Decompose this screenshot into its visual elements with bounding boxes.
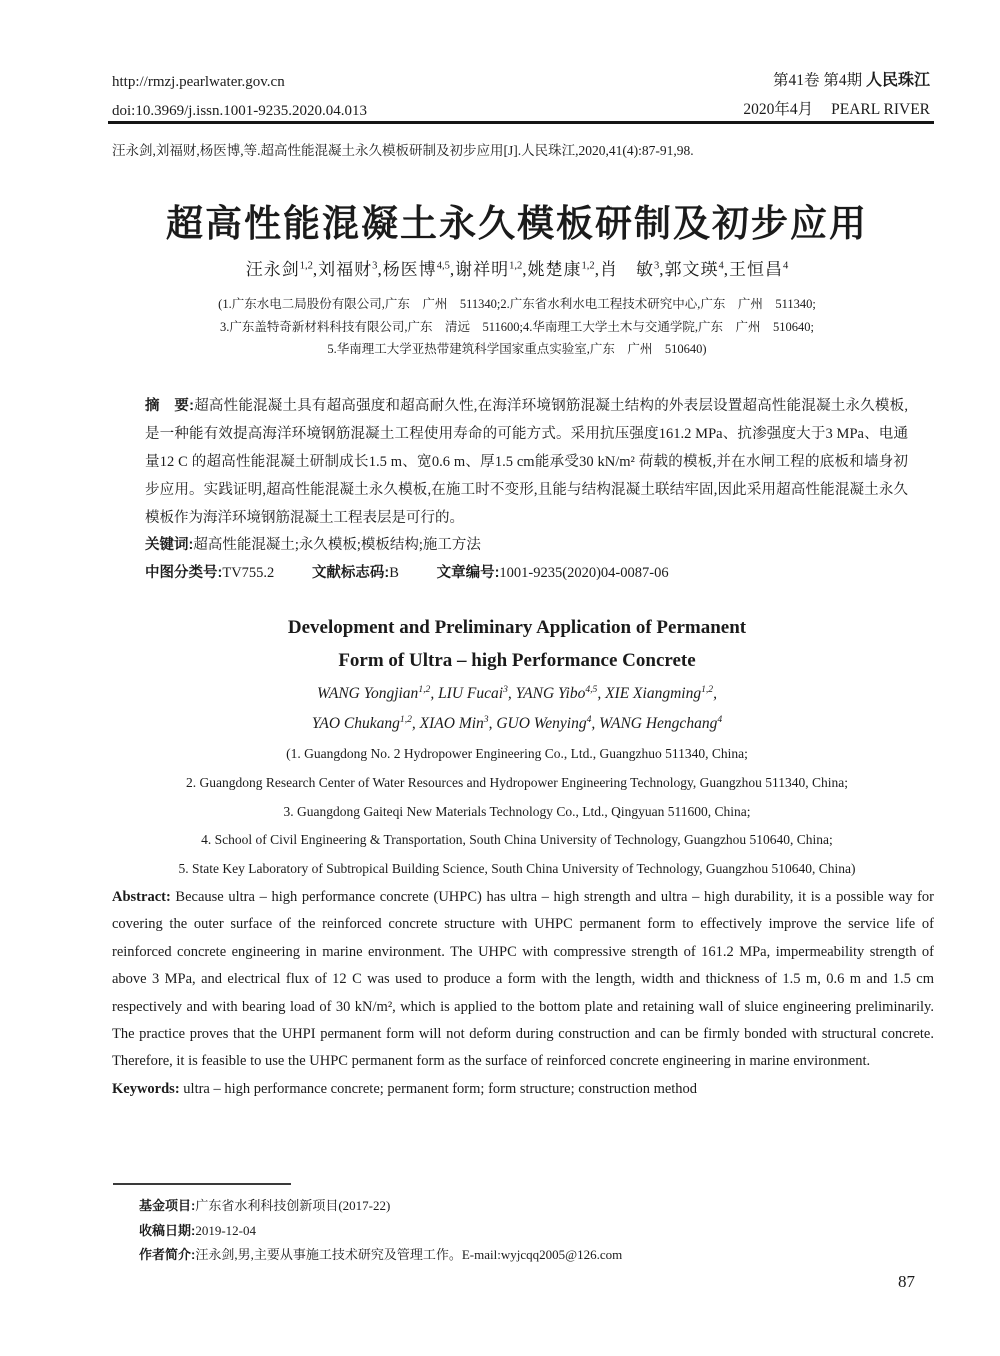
volume-issue: 第41卷 第4期 <box>772 72 866 89</box>
header-rule <box>108 121 934 124</box>
affiliations-en <box>34 740 1000 884</box>
article-doi: doi:10.3969/j.issn.1001-9235.2020.04.013 <box>112 103 368 119</box>
journal-name-en: PEARL RIVER <box>831 101 930 118</box>
funding-note: 基金项目:广东省水利科技创新项目(2017-22) <box>139 1198 391 1213</box>
authors-en-line2: YAO Chukang$^{1,2}$, XIAO Min$^3$, GUO Wenying$^4$, WANG Hengchang$^4$ <box>311 713 723 732</box>
article-id: 文章编号:1001-9235(2020)04-0087-06 <box>436 565 669 581</box>
abstract-cn <box>145 392 908 532</box>
keywords-en-label: Keywords: <box>112 1080 180 1097</box>
abstract-en-block <box>112 884 934 1103</box>
authors-en <box>34 679 1000 739</box>
citation-line: 汪永剑,刘福财,杨医博,等.超高性能混凝土永久模板研制及初步应用[J].人民珠江,2020,41(4):87-91,98. <box>112 143 694 158</box>
keywords-cn <box>145 531 908 559</box>
received-date-note: 收稿日期:2019-12-04 <box>139 1222 257 1238</box>
affiliation-en-line: 2. Guangdong Research Center of Water Resources and Hydropower Engineering Technology, Guangzhou 511340, China; <box>186 774 848 790</box>
abstract-en <box>112 884 934 1076</box>
authors-cn: 汪永剑$^{1,2}$,刘福财$^3$,杨医博$^{4,5}$,谢祥明$^{1,2}$,姚楚康$^{1,2}$,肖 敏$^3$,郭文瑛$^4$,王恒昌$^4$ <box>245 260 789 279</box>
classification-line <box>145 559 908 587</box>
keywords-cn-text: 超高性能混凝土;永久模板;模板结构;施工方法 <box>193 537 481 553</box>
abstract-cn-text: 超高性能混凝土具有超高强度和超高耐久性,在海洋环境钢筋混凝土结构的外表层设置超高性能混凝土永久模板,是一种能有效提高海洋环境钢筋混凝土工程使用寿命的可能方式。采用抗压强度161.2 MPa、抗渗强度大于3 MPa、电通量12 C 的超高性能混凝土研制成长1.5 m、宽0.6 m、厚1.5 cm能承受30 kN/m² 荷载的模板,并在水闸工程的底板和墙身初步应用。实践证明,超高性能混凝土永久模板,在施工时不变形,且能与结构混凝土联结牢固,因此采用超高性能混凝土永久模板作为海洋环境钢筋混凝土工程表层是可行的。 <box>145 398 908 526</box>
clc-number: 中图分类号:TV755.2 <box>145 565 275 581</box>
affiliation-cn-line: (1.广东水电二局股份有限公司,广东 广州 511340;2.广东省水利水电工程技术研究中心,广东 广州 511340; <box>218 297 816 311</box>
keywords-cn-label: 关键词: <box>145 537 194 553</box>
abstract-en-text: Because ultra – high performance concrete (UHPC) has ultra – high strength and ultra – high durability, it is a possible way for covering the outer surface of the reinforced concrete structure with UHPC permanent form to effectively improve the service life of reinforced concrete engineering in marine environment. The UHPC with compressive strength of 161.2 MPa, impermeability strength of above 3 MPa, and electrical flux of 12 C was used to produce a form with the length, width and thickness of 1.5 m, 0.6 m and 1.5 cm respectively and with bearing load of 30 kN/m², which is applied to the bottom plate and retaining wall of sluice engineering preliminarily. The practice proves that the UHPI permanent form will not deform during construction and can be firmly bonded with structural concrete. Therefore, it is feasible to use the UHPC permanent form as the surface of reinforced concrete engineering in marine environment. <box>112 889 934 1070</box>
affiliation-en-line: 4. School of Civil Engineering & Transportation, South China University of Technology, Guangzhou 510640, China; <box>201 832 833 848</box>
affiliation-cn-line: 5.华南理工大学亚热带建筑科学国家重点实验室,广东 广州 510640) <box>327 342 707 356</box>
abstract-cn-label: 摘 要: <box>145 398 194 414</box>
authors-en-line1: WANG Yongjian$^{1,2}$, LIU Fucai$^3$, YANG Yibo$^{4,5}$, XIE Xiangming$^{1,2}$, <box>317 683 717 702</box>
header-right <box>743 66 930 124</box>
article-title-en <box>34 611 1000 677</box>
article-title-cn: 超高性能混凝土永久模板研制及初步应用 <box>166 204 868 245</box>
title-en-line1: Development and Preliminary Application of Permanent <box>287 617 747 638</box>
date-line <box>743 95 930 124</box>
issue-date: 2020年4月 <box>743 101 814 118</box>
page-number: 87 <box>898 1272 915 1291</box>
header-left <box>112 68 367 126</box>
journal-name-cn: 人民珠江 <box>865 72 930 89</box>
abstract-en-label: Abstract: <box>112 889 171 905</box>
volume-issue-line <box>743 66 930 95</box>
footnotes <box>139 1194 622 1268</box>
affiliation-cn-line: 3.广东盖特奇新材料科技有限公司,广东 清远 511600;4.华南理工大学土木与交通学院,广东 广州 510640; <box>220 319 814 334</box>
affiliation-en-line: 3. Guangdong Gaiteqi New Materials Technology Co., Ltd., Qingyuan 511600, China; <box>283 803 751 819</box>
footnote-rule <box>113 1183 291 1185</box>
journal-url: http://rmzj.pearlwater.gov.cn <box>112 74 285 90</box>
document-code: 文献标志码:B <box>311 565 399 581</box>
affiliations-cn <box>34 293 1000 361</box>
affiliation-en-line: 5. State Key Laboratory of Subtropical Building Science, South China University of Technology, Guangzhou 510640, China) <box>178 861 856 877</box>
keywords-en-text: ultra – high performance concrete; permanent form; form structure; construction method <box>179 1080 698 1097</box>
keywords-en <box>112 1076 934 1103</box>
affiliation-en-line: (1. Guangdong No. 2 Hydropower Engineering Co., Ltd., Guangzhuo 511340, China; <box>286 746 748 761</box>
title-en-line2: Form of Ultra – high Performance Concrete <box>338 650 696 671</box>
author-bio-note: 作者简介:汪永剑,男,主要从事施工技术研究及管理工作。E-mail:wyjcqq2005@126.com <box>139 1247 623 1262</box>
